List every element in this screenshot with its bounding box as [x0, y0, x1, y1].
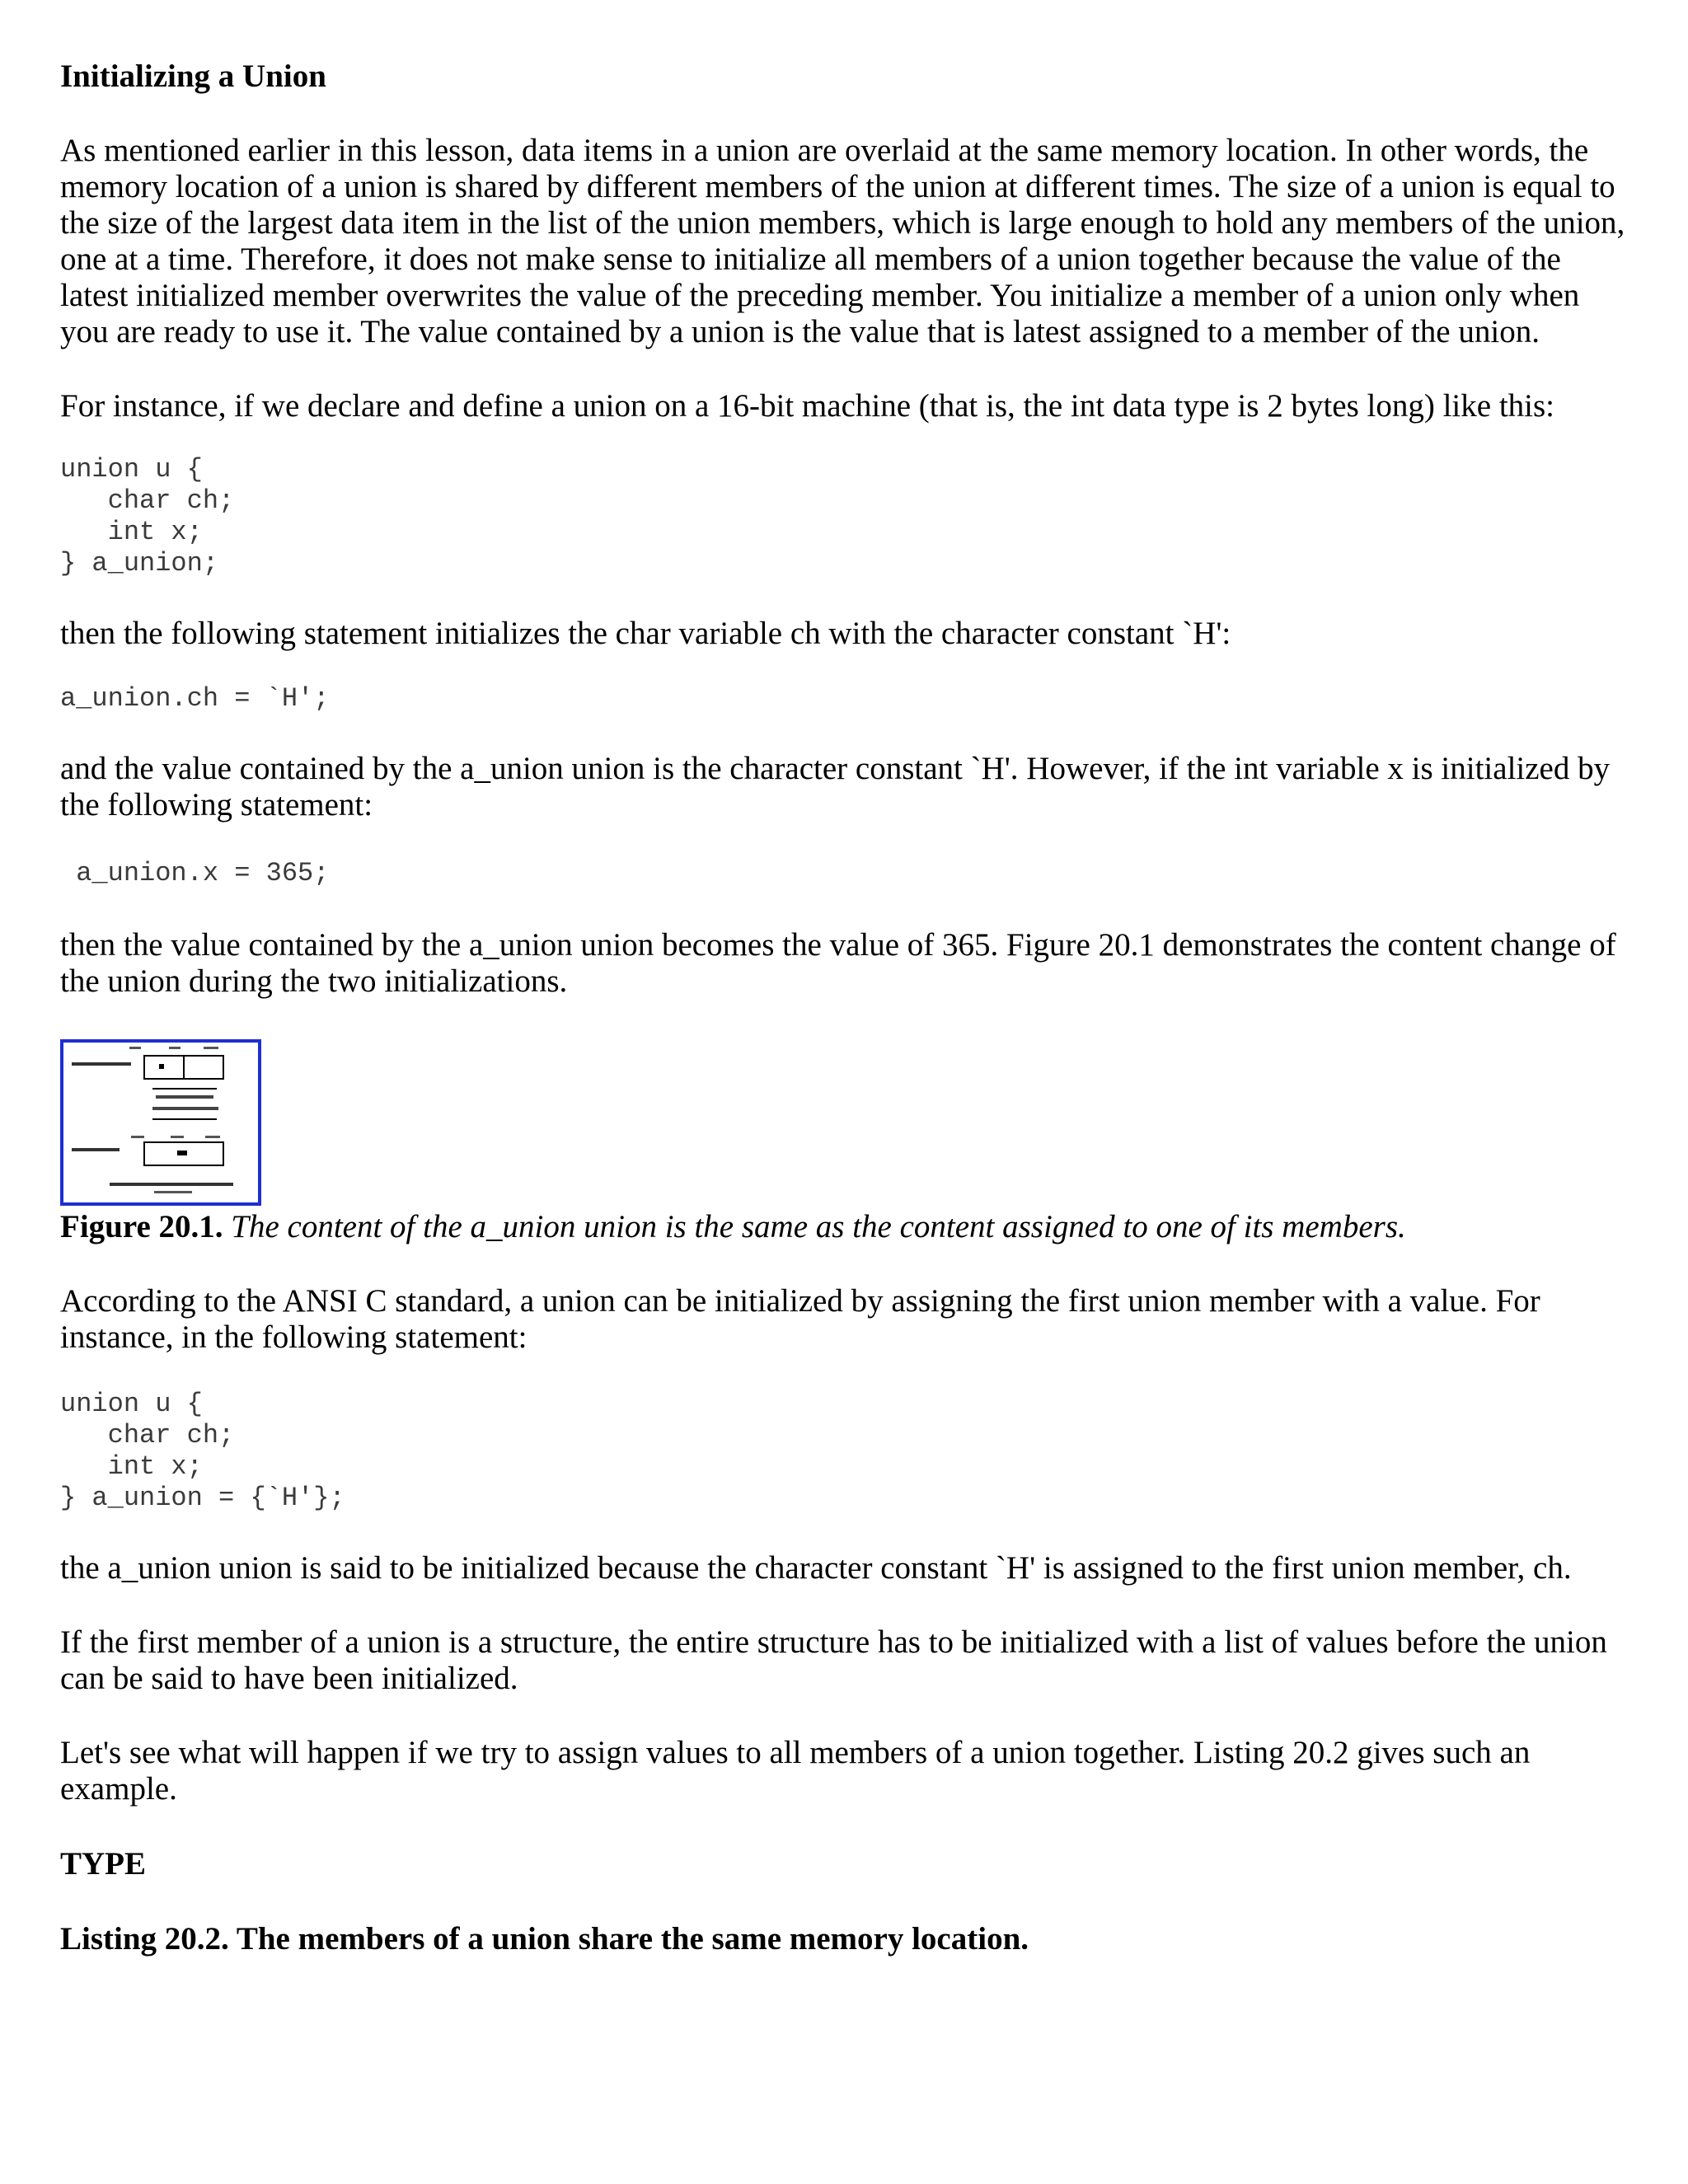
thumb-label-mark [131, 1136, 144, 1138]
thumb-label-mark [129, 1047, 141, 1049]
thumb-text-mark [156, 1095, 213, 1099]
assign-x-code: a_union.x = 365; [60, 858, 330, 888]
thumb-label-mark [169, 1047, 181, 1049]
type-label: TYPE [60, 1846, 147, 1882]
thumb-text-mark [110, 1183, 233, 1186]
thumb-label-mark [204, 1047, 218, 1049]
thumb-cell-value [177, 1151, 187, 1155]
thumb-text-mark [152, 1107, 218, 1110]
assign-ch-code: a_union.ch = `H'; [60, 683, 330, 714]
figure-number: Figure 20.1. [60, 1209, 223, 1244]
and-value-paragraph: and the value contained by the a_union union is the character constant `H'. However, if the int variable x is initialized by the following statement: [60, 751, 1611, 823]
figure-caption-text: The content of the a_union union is the same as the content assigned to one of its members. [223, 1209, 1406, 1244]
thumb-text-mark [154, 1191, 192, 1193]
said-initialized-paragraph: the a_union union is said to be initialized because the character constant `H' is assigned to the first union member, ch. [60, 1550, 1572, 1586]
thumb-label-mark [171, 1136, 184, 1138]
structure-paragraph: If the first member of a union is a structure, the entire structure has to be initialized with a list of values before the union can be said to have been initialized. [60, 1624, 1607, 1696]
listing-caption: Listing 20.2. The members of a union share the same memory location. [60, 1921, 1029, 1957]
union-diagram-thumbnail [63, 1043, 258, 1202]
union-declaration-code: union u { char ch; int x; } a_union; [60, 454, 235, 579]
figure-20-1-image [60, 1039, 261, 1206]
document-page [60, 58, 1626, 1957]
then-value-paragraph: then the value contained by the a_union union becomes the value of 365. Figure 20.1 demonstrates the content change of the union during the two initializations. [60, 927, 1616, 999]
ansi-paragraph: According to the ANSI C standard, a union can be initialized by assigning the first union member with a value. For instance, in the following statement: [60, 1283, 1540, 1355]
section-heading: Initializing a Union [60, 59, 326, 94]
figure-caption [60, 1209, 1626, 1245]
instance-paragraph: For instance, if we declare and define a union on a 16-bit machine (that is, the int data type is 2 bytes long) like this: [60, 388, 1555, 424]
thumb-cell-value [159, 1064, 164, 1069]
thumb-label-mark [205, 1136, 220, 1138]
union-initializer-code: union u { char ch; int x; } a_union = {`H'}; [60, 1389, 345, 1513]
thumb-label-mark [72, 1148, 120, 1151]
then-ch-paragraph: then the following statement initializes the char variable ch with the character constant `H': [60, 616, 1231, 651]
lets-see-paragraph: Let's see what will happen if we try to assign values to all members of a union together. Listing 20.2 gives such an example. [60, 1735, 1531, 1807]
intro-paragraph: As mentioned earlier in this lesson, data items in a union are overlaid at the same memory location. In other words, the memory location of a union is shared by different members of the union at different times. The size of a union is equal to the size of the largest data item in the list of the union members, which is large enough to hold any members of the union, one at a time. Therefore, it does not make sense to initialize all members of a union together because the value of the latest initialized member overwrites the value of the preceding member. You initialize a member of a union only when you are ready to use it. The value contained by a union is the value that is latest assigned to a member of the union. [60, 133, 1625, 349]
thumb-memory-cell [184, 1056, 223, 1079]
thumb-label-mark [72, 1062, 131, 1066]
